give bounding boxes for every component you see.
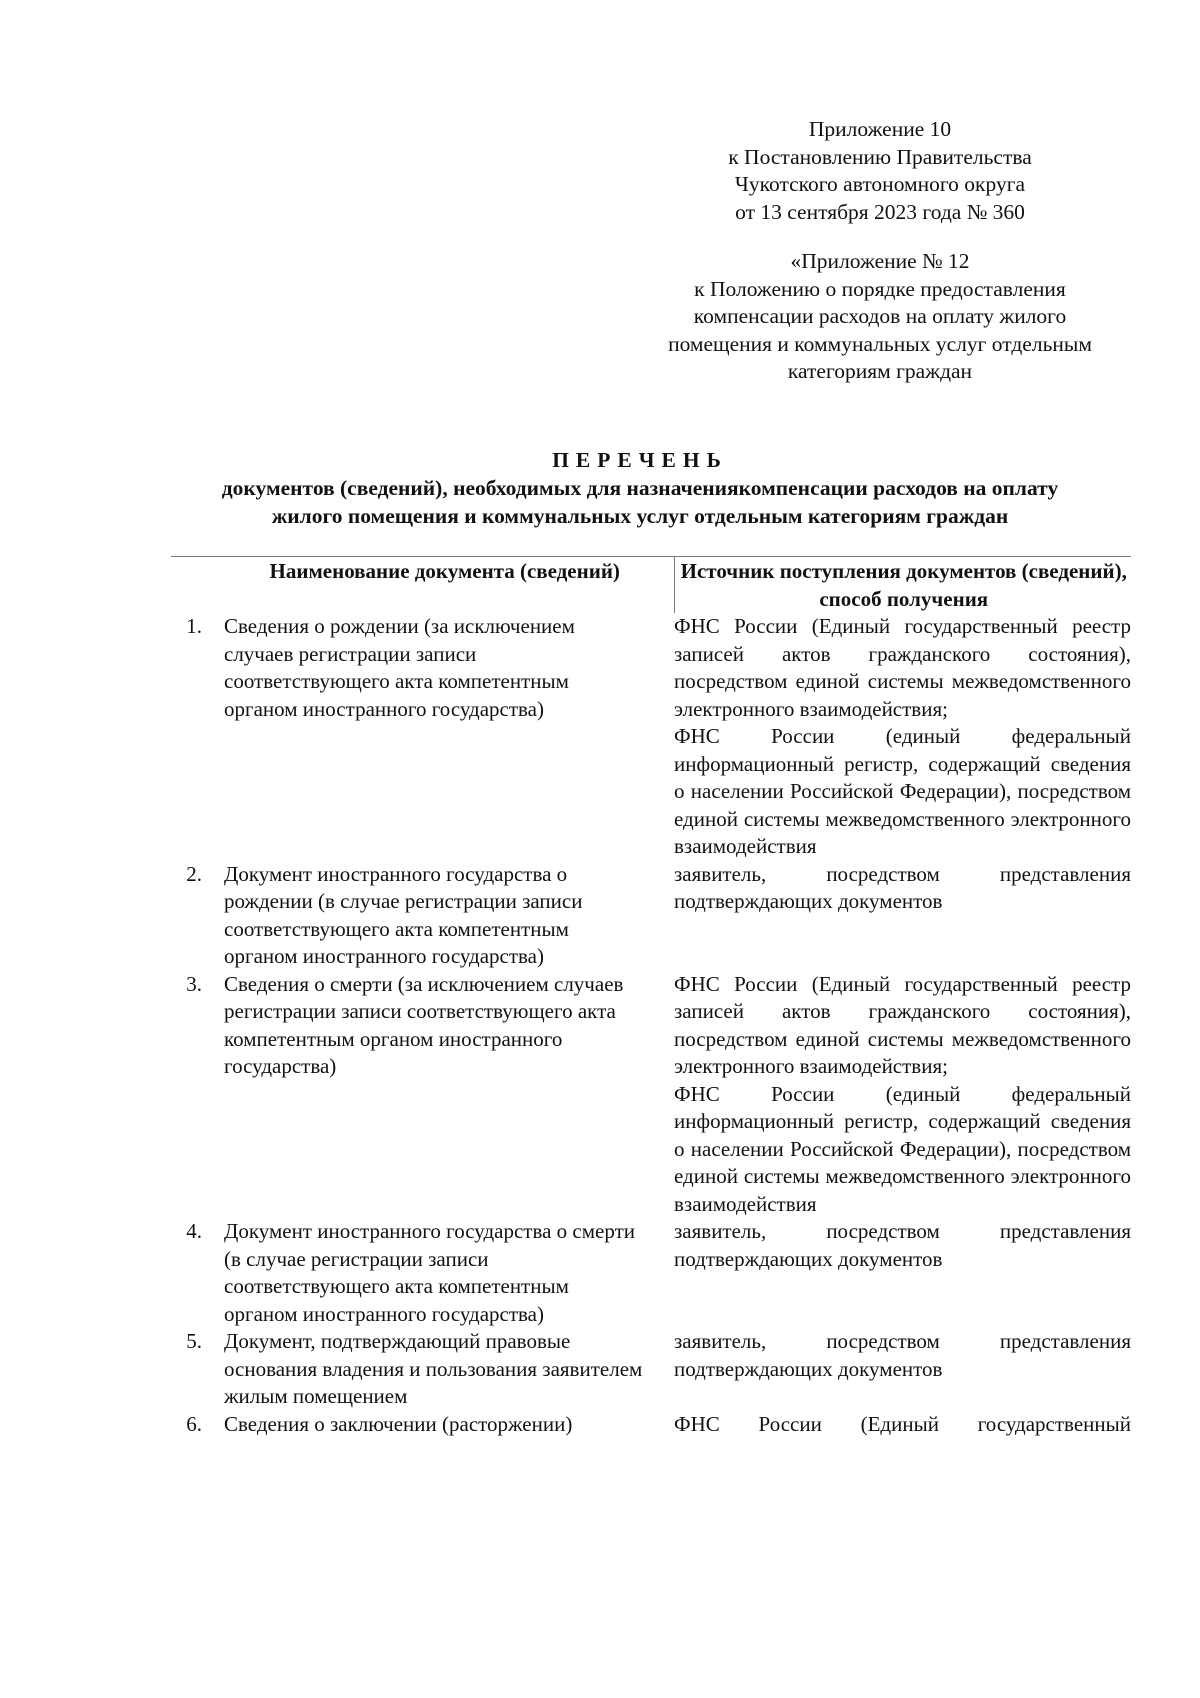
header-document-name: Наименование документа (сведений) (216, 557, 674, 614)
table-header-row (171, 557, 1131, 614)
appendix-line: от 13 сентября 2023 года № 360 (735, 199, 1025, 224)
header-source: Источник поступления документов (сведений), способ получения (674, 557, 1131, 614)
row-source-part: заявитель, посредством представления подтверждающих документов (674, 1329, 1131, 1381)
title-subtitle-line: жилого помещения и коммунальных услуг отдельным категориям граждан (271, 504, 1009, 528)
row-source (674, 971, 1131, 1219)
appendix-12-line: «Приложение № 12 (790, 249, 970, 273)
appendix-12-line: компенсации расходов на оплату жилого (693, 304, 1067, 328)
table-row (171, 861, 1131, 971)
title-word: ПЕРЕЧЕНЬ (552, 448, 728, 472)
row-source-part: ФНС России (Единый государственный реестр записей актов гражданского состояния), посредством единой системы межведомственного электронного взаимодействия; (674, 971, 1131, 1078)
appendix-line: к Постановлению Правительства (728, 144, 1032, 169)
appendix-header (630, 116, 1130, 226)
table-row (171, 1411, 1131, 1439)
row-source-part: ФНС России (Единый государственный (674, 1411, 1131, 1436)
row-source (674, 1328, 1131, 1411)
appendix-line: Приложение 10 (808, 117, 952, 141)
row-number: 1. (186, 614, 202, 638)
appendix-line: Чукотского автономного округа (734, 172, 1026, 196)
row-source-part: ФНС России (Единый государственный реестр записей актов гражданского состояния), посредством единой системы межведомственного электронного взаимодействия; (674, 614, 1131, 721)
row-source (674, 613, 1131, 861)
row-source (674, 1411, 1131, 1439)
row-document-name: Сведения о заключении (расторжении) (224, 1411, 573, 1436)
document-title (160, 446, 1120, 530)
appendix-12-line: к Положению о порядке предоставления (694, 276, 1066, 301)
row-document-name: Сведения о смерти (за исключением случаев регистрации записи соответствующего акта компетентным органом иностранного государства) (224, 971, 624, 1078)
row-source-part: ФНС России (единый федеральный информационный регистр, содержащий сведения о населении Российской Федерации), посредством единой системы межведомственного электронного взаимодействия (674, 724, 1131, 858)
row-number: 3. (186, 971, 202, 996)
row-number: 4. (186, 1219, 202, 1243)
row-document-name: Документ иностранного государства о рождении (в случае регистрации записи соответствующего акта компетентным органом иностранного государства) (224, 861, 583, 968)
table-row (171, 971, 1131, 1219)
row-document-name: Сведения о рождении (за исключением случаев регистрации записи соответствующего акта компетентным органом иностранного государства) (224, 614, 575, 721)
table-row (171, 1218, 1131, 1328)
row-source-part: заявитель, посредством представления подтверждающих документов (674, 1219, 1131, 1271)
header-num (171, 557, 216, 614)
row-number: 6. (186, 1411, 202, 1436)
appendix-12-header (620, 248, 1140, 386)
documents-table (171, 556, 1131, 1438)
row-document-name: Документ иностранного государства о смерти (в случае регистрации записи соответствующего акта компетентным органом иностранного государства) (224, 1219, 635, 1326)
table-row (171, 613, 1131, 861)
title-subtitle-line: документов (сведений), необходимых для назначениякомпенсации расходов на оплату (221, 476, 1059, 500)
row-source (674, 861, 1131, 971)
row-source-part: ФНС России (единый федеральный информационный регистр, содержащий сведения о населении Российской Федерации), посредством единой системы межведомственного электронного взаимодействия (674, 1081, 1131, 1216)
appendix-12-line: помещения и коммунальных услуг отдельным (668, 331, 1092, 356)
row-number: 2. (186, 861, 202, 886)
row-source (674, 1218, 1131, 1328)
row-number: 5. (186, 1329, 202, 1353)
row-document-name: Документ, подтверждающий правовые основания владения и пользования заявителем жилым помещением (224, 1329, 643, 1408)
appendix-12-line: категориям граждан (787, 359, 973, 383)
row-source-part: заявитель, посредством представления подтверждающих документов (674, 861, 1131, 913)
table-row (171, 1328, 1131, 1411)
